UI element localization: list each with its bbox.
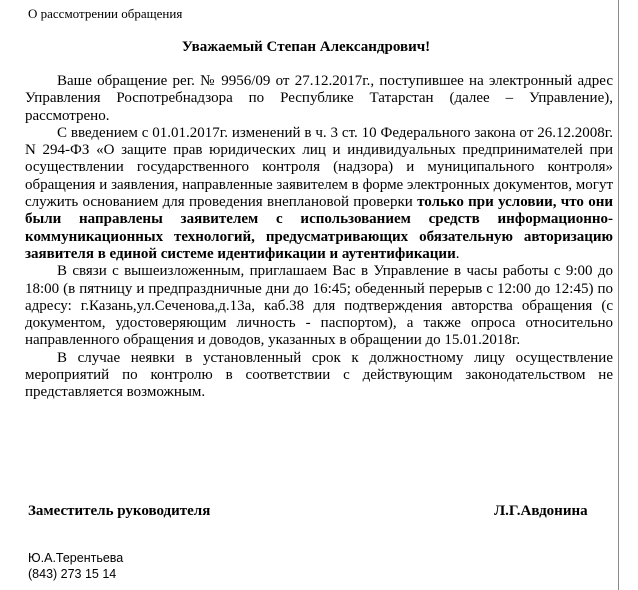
paragraph-4: В случае неявки в установленный срок к должностному лицу осуществление мероприятий по контролю в соответствии с действующим законодательством не представляется возможным. bbox=[25, 349, 613, 401]
signatory-name: Л.Г.Авдонина bbox=[494, 503, 588, 519]
paragraph-3: В связи с вышеизложенным, приглашаем Вас в Управление в часы работы с 9:00 до 18:00 (в пятницу и предпраздничные дни до 16:45; обеденный перерыв с 12:00 до 12:45) по адресу: г.Казань,ул.Сеченова,д.13а, каб.38 для подтверждения авторства обращения (с документом, удостоверяющим личность - паспортом), а также опроса относительно направленного обращения и доводов, указанных в обращении до 15.01.2018г. bbox=[25, 263, 613, 349]
salutation: Уважаемый Степан Александрович! bbox=[181, 39, 431, 55]
letter-body bbox=[25, 73, 613, 402]
paragraph-2-end: . bbox=[455, 245, 460, 262]
paragraph-2-bold-text: только при условии, что они были направлены заявителем с использованием средств информационно-коммуникационных технологий, предусматривающих обязательную авторизацию заявителя в единой системе идентификации и аутентификации bbox=[25, 194, 614, 262]
paragraph-2 bbox=[25, 125, 613, 263]
signatory-title: Заместитель руководителя bbox=[28, 503, 211, 519]
letter-subject: О рассмотрении обращения bbox=[28, 6, 183, 21]
paragraph-2-text: С введением с 01.01.2017г. изменений в ч. 3 ст. 10 Федерального закона от 26.12.2008г. N 294-ФЗ «О защите прав юридических лиц и индивидуальных предпринимателей при осуществлении государственного контроля (надзора) и муниципального контроля» обращения и заявления, направленные заявителем в форме электронных документов, могут служить основанием для проведения внеплановой проверки bbox=[25, 124, 613, 211]
executor-name: Ю.А.Терентьева bbox=[28, 551, 124, 565]
right-margin-line bbox=[618, 0, 619, 590]
executor-phone: (843) 273 15 14 bbox=[28, 567, 117, 581]
paragraph-1: Ваше обращение рег. № 9956/09 от 27.12.2017г., поступившее на электронный адрес Управления Роспотребнадзора по Республике Татарстан (далее – Управление), рассмотрено. bbox=[25, 73, 613, 124]
executor-block bbox=[28, 550, 123, 582]
